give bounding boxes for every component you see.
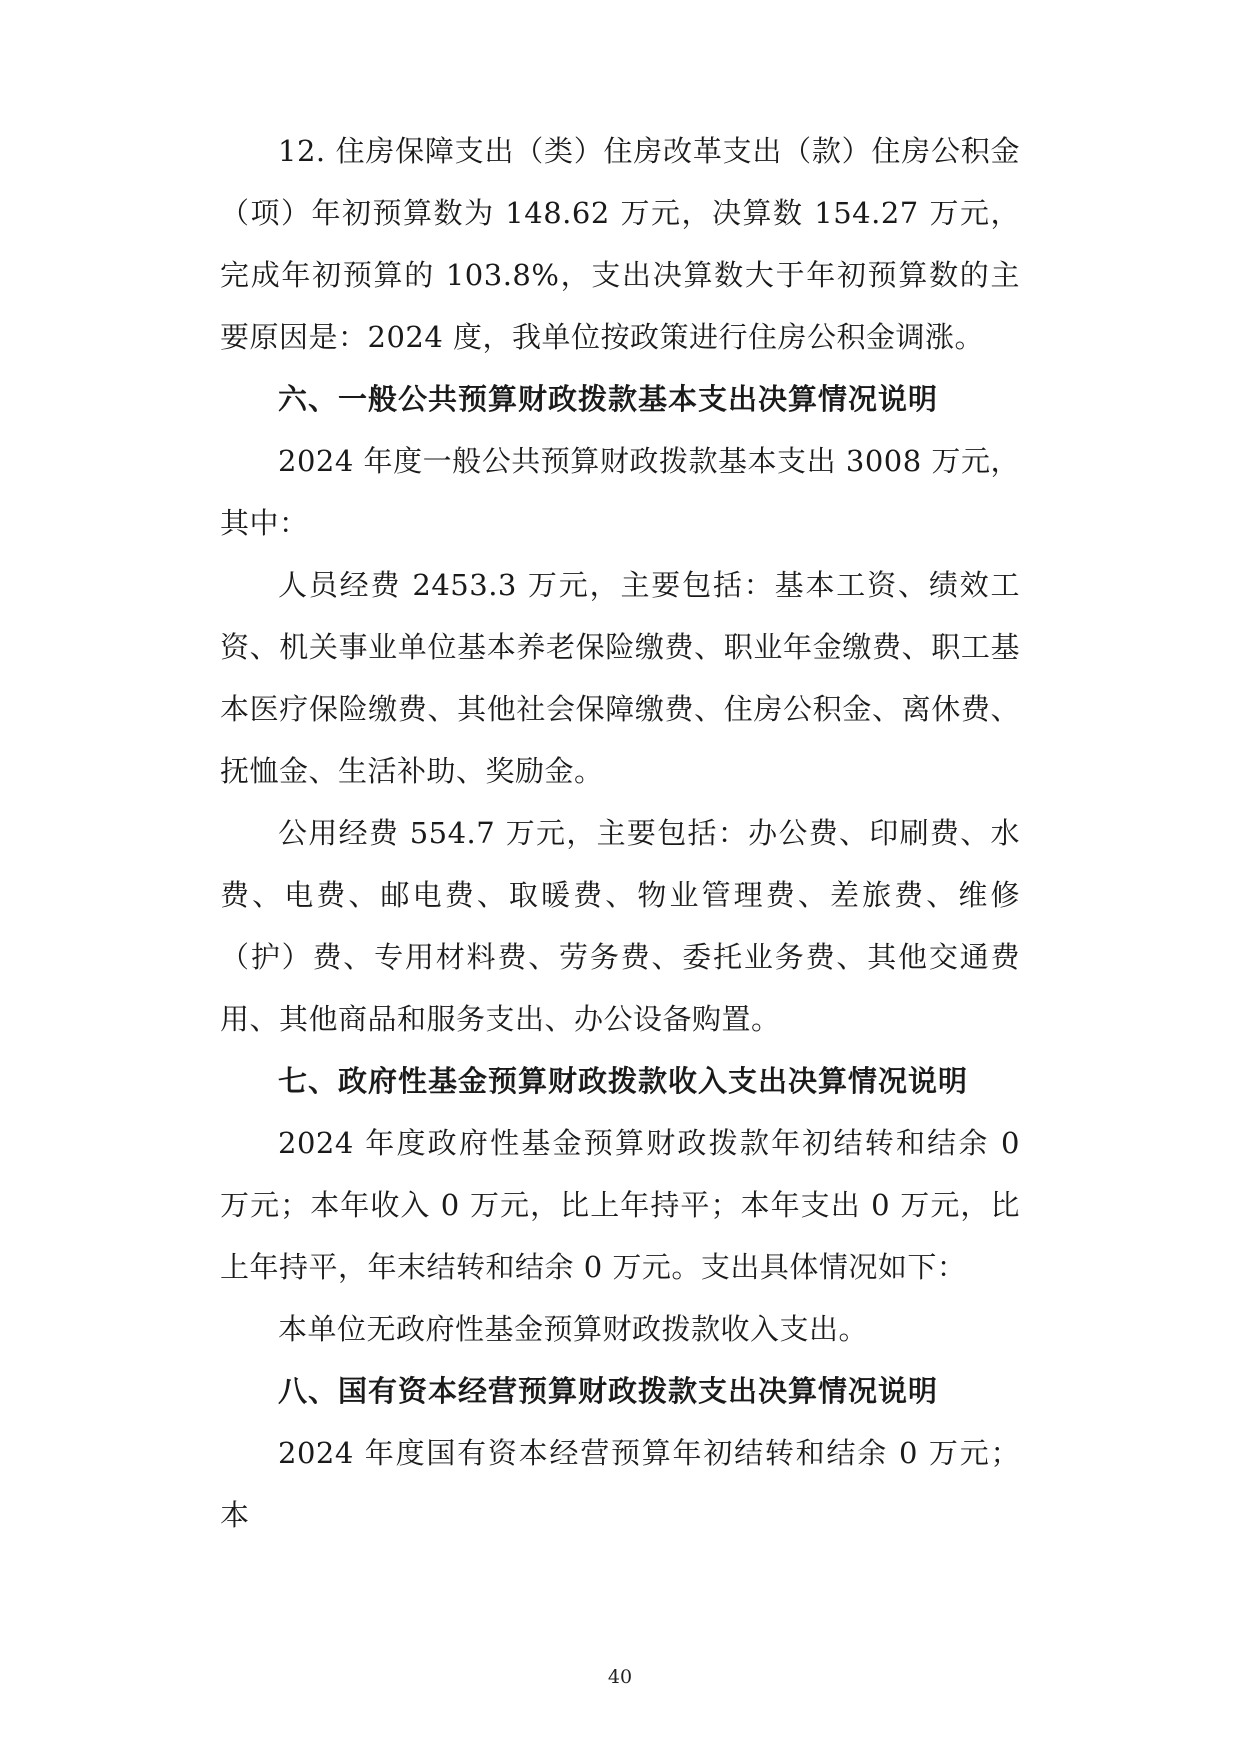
heading-section-seven: 七、政府性基金预算财政拨款收入支出决算情况说明 <box>278 1064 969 1098</box>
paragraph-personnel-expenses: 人员经费 2453.3 万元，主要包括：基本工资、绩效工资、机关事业单位基本养老保险缴费、职业年金缴费、职工基本医疗保险缴费、其他社会保障缴费、住房公积金、离休费、抚恤金、生活补助、奖励金。 <box>220 568 1020 788</box>
page-number: 40 <box>607 1666 633 1688</box>
paragraph-government-fund-detail: 2024 年度政府性基金预算财政拨款年初结转和结余 0 万元；本年收入 0 万元，比上年持平；本年支出 0 万元，比上年持平，年末结转和结余 0 万元。支出具体情况如下： <box>220 1126 1020 1284</box>
paragraph-basic-expenditure-total: 2024 年度一般公共预算财政拨款基本支出 3008 万元，其中： <box>220 444 1020 540</box>
paragraph-housing-fund: 12. 住房保障支出（类）住房改革支出（款）住房公积金（项）年初预算数为 148.62 万元，决算数 154.27 万元，完成年初预算的 103.8%，支出决算数大于年初预算数的主要原因是：2024 度，我单位按政策进行住房公积金调涨。 <box>220 134 1020 354</box>
paragraph-public-expenses: 公用经费 554.7 万元，主要包括：办公费、印刷费、水费、电费、邮电费、取暖费、物业管理费、差旅费、维修（护）费、专用材料费、劳务费、委托业务费、其他交通费用、其他商品和服务支出、办公设备购置。 <box>220 816 1020 1036</box>
heading-section-eight: 八、国有资本经营预算财政拨款支出决算情况说明 <box>278 1374 939 1408</box>
paragraph-state-capital-detail: 2024 年度国有资本经营预算年初结转和结余 0 万元；本 <box>220 1436 1020 1532</box>
document-body <box>220 120 1020 1546</box>
heading-section-six: 六、一般公共预算财政拨款基本支出决算情况说明 <box>278 382 939 416</box>
paragraph-government-fund-none: 本单位无政府性基金预算财政拨款收入支出。 <box>278 1312 869 1346</box>
